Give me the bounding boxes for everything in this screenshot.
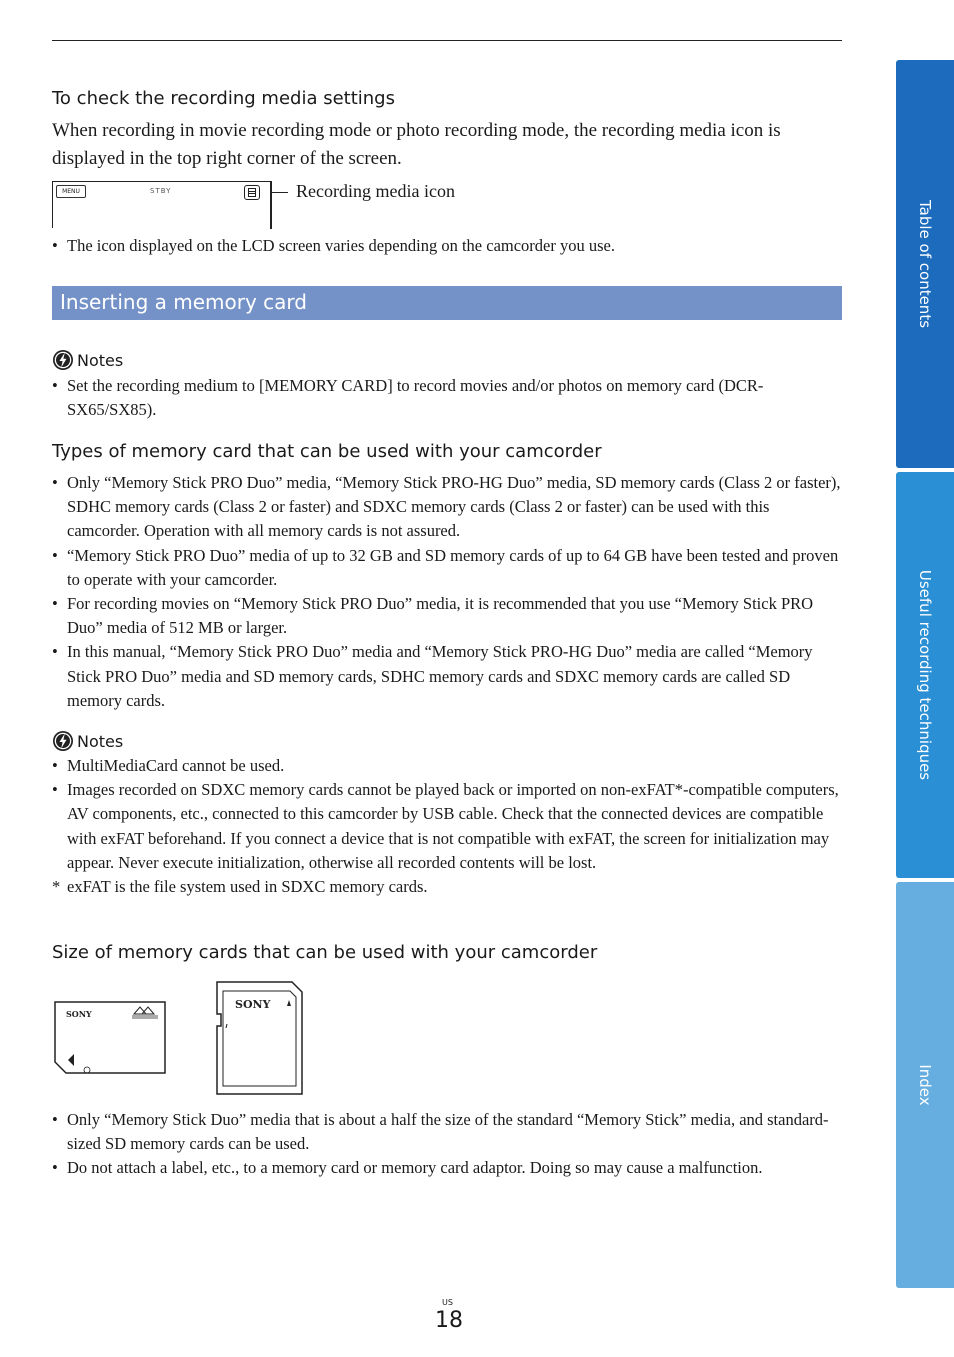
lcd-status: STBY <box>150 187 172 195</box>
notes-header <box>52 348 123 372</box>
tab-index[interactable] <box>896 882 954 1288</box>
footnote: * exFAT is the file system used in SDXC memory cards. <box>52 877 428 897</box>
recording-check-body: When recording in movie recording mode or photo recording mode, the recording media icon is displayed in the top right corner of the screen. <box>52 120 781 169</box>
recording-check-notes <box>52 234 842 258</box>
notes-warning-icon <box>52 349 74 371</box>
list-item: • The icon displayed on the LCD screen varies depending on the camcorder you use. <box>52 236 615 255</box>
recording-check-heading: To check the recording media settings <box>52 88 395 109</box>
notes-header <box>52 729 123 753</box>
tab-useful-recording-techniques[interactable] <box>896 472 954 878</box>
notes-1-list <box>52 374 842 422</box>
list-item: • MultiMediaCard cannot be used. <box>52 756 285 775</box>
card-brand-1: SONY <box>66 1009 92 1019</box>
section-title: Inserting a memory card <box>60 290 308 314</box>
tab-label: Index <box>916 1064 934 1106</box>
notes-label: Notes <box>77 731 124 751</box>
types-list <box>52 471 842 713</box>
size-list <box>52 1108 842 1181</box>
types-heading: Types of memory card that can be used with your camcorder <box>52 441 602 462</box>
recording-media-icon <box>244 185 260 200</box>
page-number: 18 <box>435 1308 463 1333</box>
list-item: • Set the recording medium to [MEMORY CARD] to record movies and/or photos on memory card (DCR-SX65/SX85). <box>52 376 764 420</box>
top-rule <box>52 40 842 41</box>
list-item: • In this manual, “Memory Stick PRO Duo” media and “Memory Stick PRO-HG Duo” media are called “Memory Stick PRO Duo” media and SD memory cards, SDHC memory cards and SDXC memory cards are called SD memory cards. <box>52 642 813 710</box>
section-header <box>52 286 842 320</box>
lcd-illustration <box>52 181 272 229</box>
page-region: US <box>442 1298 453 1307</box>
callout-line <box>272 192 288 193</box>
list-item: • Do not attach a label, etc., to a memory card or memory card adaptor. Doing so may cause a malfunction. <box>52 1158 763 1178</box>
list-item: • Only “Memory Stick PRO Duo” media, “Memory Stick PRO-HG Duo” media, SD memory cards (Class 2 or faster), SDHC memory cards (Class 2 or faster) and SDXC memory cards (Class 2 or faster) can be used with this camcorder. Operation with all memory cards is not assured. <box>52 473 841 541</box>
list-item: • “Memory Stick PRO Duo” media of up to 32 GB and SD memory cards of up to 64 GB have been tested and proven to operate with your camcorder. <box>52 545 839 589</box>
tab-label: Useful recording techniques <box>916 569 934 781</box>
notes-warning-icon <box>52 730 74 752</box>
list-item: • For recording movies on “Memory Stick PRO Duo” media, it is recommended that you use “Memory Stick PRO Duo” media of 512 MB or larger. <box>52 594 814 638</box>
tab-label: Table of contents <box>916 199 934 329</box>
lcd-menu-button: MENU <box>56 185 86 198</box>
card-brand-2: SONY <box>235 998 271 1011</box>
size-heading: Size of memory cards that can be used with your camcorder <box>52 942 598 963</box>
sd-card-illustration <box>215 980 304 1096</box>
notes-2-list <box>52 754 842 899</box>
tab-table-of-contents[interactable] <box>896 60 954 468</box>
memory-stick-duo-illustration <box>54 1001 167 1075</box>
notes-label: Notes <box>77 350 124 370</box>
callout-label: Recording media icon <box>296 181 455 201</box>
list-item: • Only “Memory Stick Duo” media that is about a half the size of the standard “Memory Stick” media, and standard-sized SD memory cards can be used. <box>52 1110 829 1154</box>
list-item: • Images recorded on SDXC memory cards cannot be played back or imported on non-exFAT*-compatible computers, AV components, etc., connected to this camcorder by USB cable. Check that the connected devices are compatible with exFAT beforehand. If you connect a device that is not compatible with exFAT, the screen for initialization may appear. Never execute initialization, otherwise all recorded contents will be lost. <box>52 780 839 872</box>
